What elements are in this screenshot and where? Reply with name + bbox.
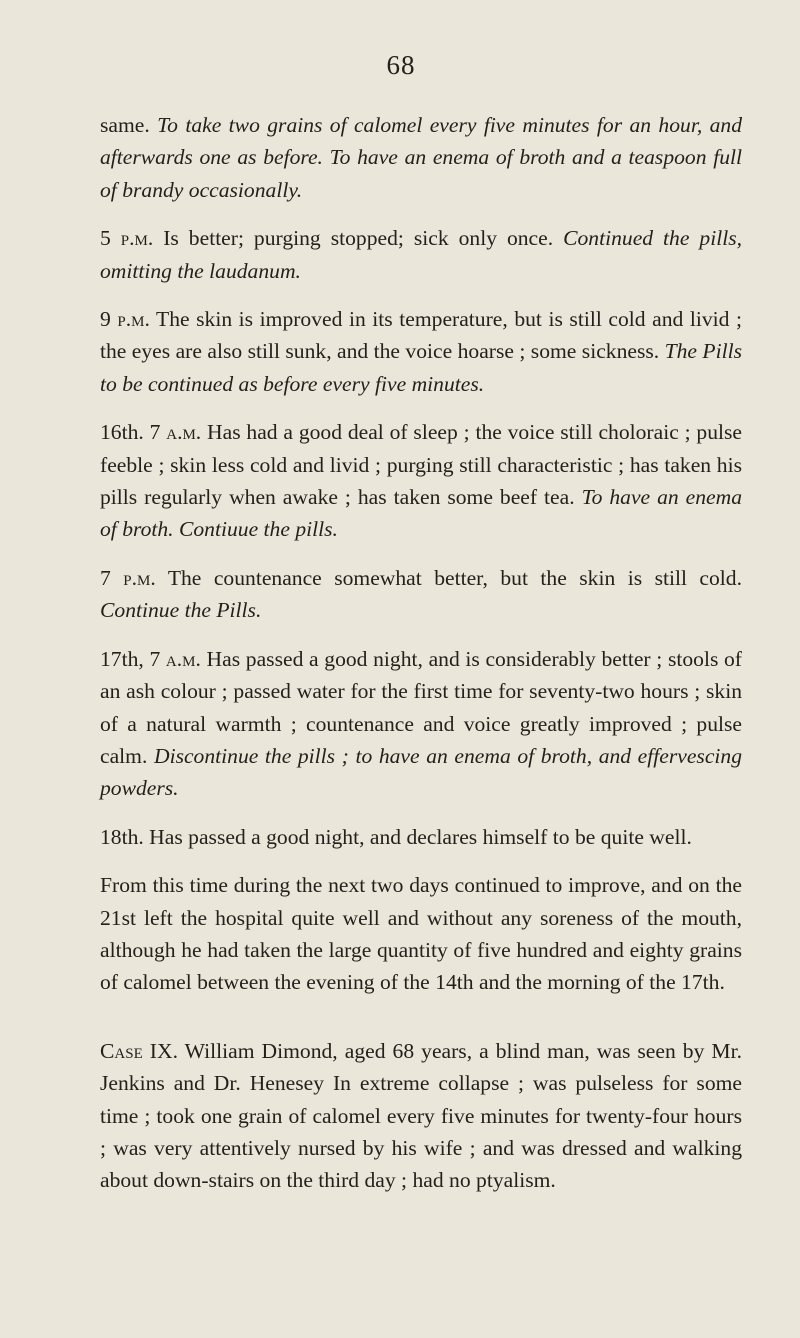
smallcaps-text: p.m. (123, 565, 156, 590)
case-paragraph (100, 1035, 742, 1197)
paragraph (100, 222, 742, 287)
italic-text: To have an enema of broth. Contiuue the pills. (100, 485, 742, 542)
page-number: 68 (386, 50, 416, 80)
text-segment: IX. William Dimond, aged 68 years, a blind man, was seen by Mr. Jenkins and Dr. Henesey In extreme collapse ; was pulseless for some time ; took one grain of calomel every five minutes for twenty-four hours ; was very attentively nursed by his wife ; and was dressed and walking about down-stairs on the third day ; had no ptyalism. (100, 1038, 742, 1193)
smallcaps-text: p.m. (120, 226, 154, 251)
italic-text: The Pills to be continued as before every five minutes. (100, 339, 742, 396)
paragraph (100, 416, 742, 546)
text-segment: same. (100, 113, 158, 137)
text-segment: 7 (100, 565, 124, 590)
text-segment: Has passed a good night, and is considerably better ; stools of an ash colour ; passed water for the first time for seventy-two hours ; skin of a natural warmth ; countenance and voice greatly improved ; pulse calm. (100, 646, 742, 768)
text-segment: From this time during the next two days continued to improve, and on the 21st left the hospital quite well and without any soreness of the mouth, although he had taken the large quantity of five hundred and eighty grains of calomel between the evening of the 14th and the morning of the 17th. (100, 873, 742, 995)
text-segment: 17th, 7 (100, 646, 166, 671)
text-segment: The skin is improved in its temperature, but is still cold and livid ; the eyes are also still sunk, and the voice hoarse ; some sickness. (100, 307, 742, 364)
text-segment: Is better; purging stopped; sick only once. (153, 226, 564, 251)
text-segment: The countenance somewhat better, but the skin is still cold. (155, 565, 742, 590)
text-segment: Has had a good deal of sleep ; the voice still choloraic ; pulse feeble ; skin less cold and livid ; purging still characteristic ; has taken his pills regularly when awake ; has taken some beef tea. (100, 420, 742, 510)
italic-text: To take two grains of calomel every five minutes for an hour, and afterwards one as before. To have an enema of broth and a teaspoon full of brandy occasionally. (100, 113, 742, 202)
text-segment: 16th. 7 (100, 420, 167, 445)
italic-text: Discontinue the pills ; to have an enema of broth, and effervescing powders. (100, 743, 743, 801)
text-segment: 18th. Has passed a good night, and declares himself to be quite well. (100, 824, 692, 849)
text-segment: 5 (100, 226, 121, 251)
smallcaps-text: Case (100, 1038, 143, 1063)
paragraph (100, 869, 742, 999)
body-text (100, 109, 742, 1197)
italic-text: Continued the pills, omitting the laudanum. (100, 226, 743, 283)
paragraph (100, 643, 742, 805)
smallcaps-text: a.m. (165, 646, 201, 671)
smallcaps-text: a.m. (166, 420, 202, 445)
paragraph (100, 303, 742, 400)
paragraph (100, 821, 742, 853)
italic-text: Continue the Pills. (100, 598, 262, 623)
paragraph (100, 109, 742, 206)
text-segment: 9 (100, 307, 118, 332)
paragraph (100, 562, 742, 627)
smallcaps-text: p.m. (117, 307, 150, 332)
